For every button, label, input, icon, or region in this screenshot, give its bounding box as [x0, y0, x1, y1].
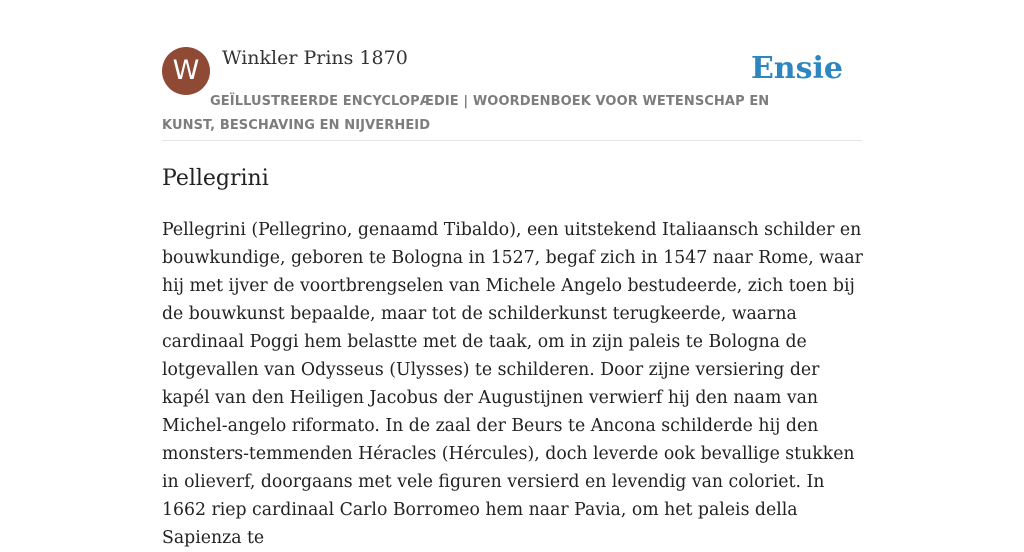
- source-subtitle: GEÏLLUSTREERDE ENCYCLOPÆDIE | WOORDENBOEK VOOR WETENSCHAP EN KUNST, BESCHAVING EN NIJVERHEID: [162, 94, 770, 133]
- source-header: [162, 46, 862, 141]
- source-title-link[interactable]: Winkler Prins 1870: [222, 47, 408, 69]
- ensie-logo[interactable]: Ensie: [750, 51, 843, 86]
- source-avatar[interactable]: W: [162, 47, 210, 95]
- article-body: Pellegrini (Pellegrino, genaamd Tibaldo), een uitstekend Italiaansch schilder en bouwkundige, geboren te Bologna in 1527, begaf zich in 1547 naar Rome, waar hij met ijver de voortbrengselen van Michele Angelo bestudeerde, zich toen bij de bouwkunst bepaalde, maar tot de schilderkunst terugkeerde, waarna cardinaal Poggi hem belastte met de taak, om in zijn paleis te Bologna de lotgevallen van Odysseus (Ulysses) te schilderen. Door zijne versiering der kapél van den Heiligen Jacobus der Augustijnen verwierf hij den naam van Michel-angelo riformato. In de zaal der Beurs te Ancona schilderde hij den monsters-temmenden Héracles (Hércules), doch leverde ook bevallige stukken in olieverf, doorgaans met vele figuren versierd en levendig van coloriet. In 1662 riep cardinaal Carlo Borromeo hem naar Pavia, om het paleis della Sapienza te: [162, 220, 863, 548]
- article-title: Pellegrini: [162, 166, 269, 191]
